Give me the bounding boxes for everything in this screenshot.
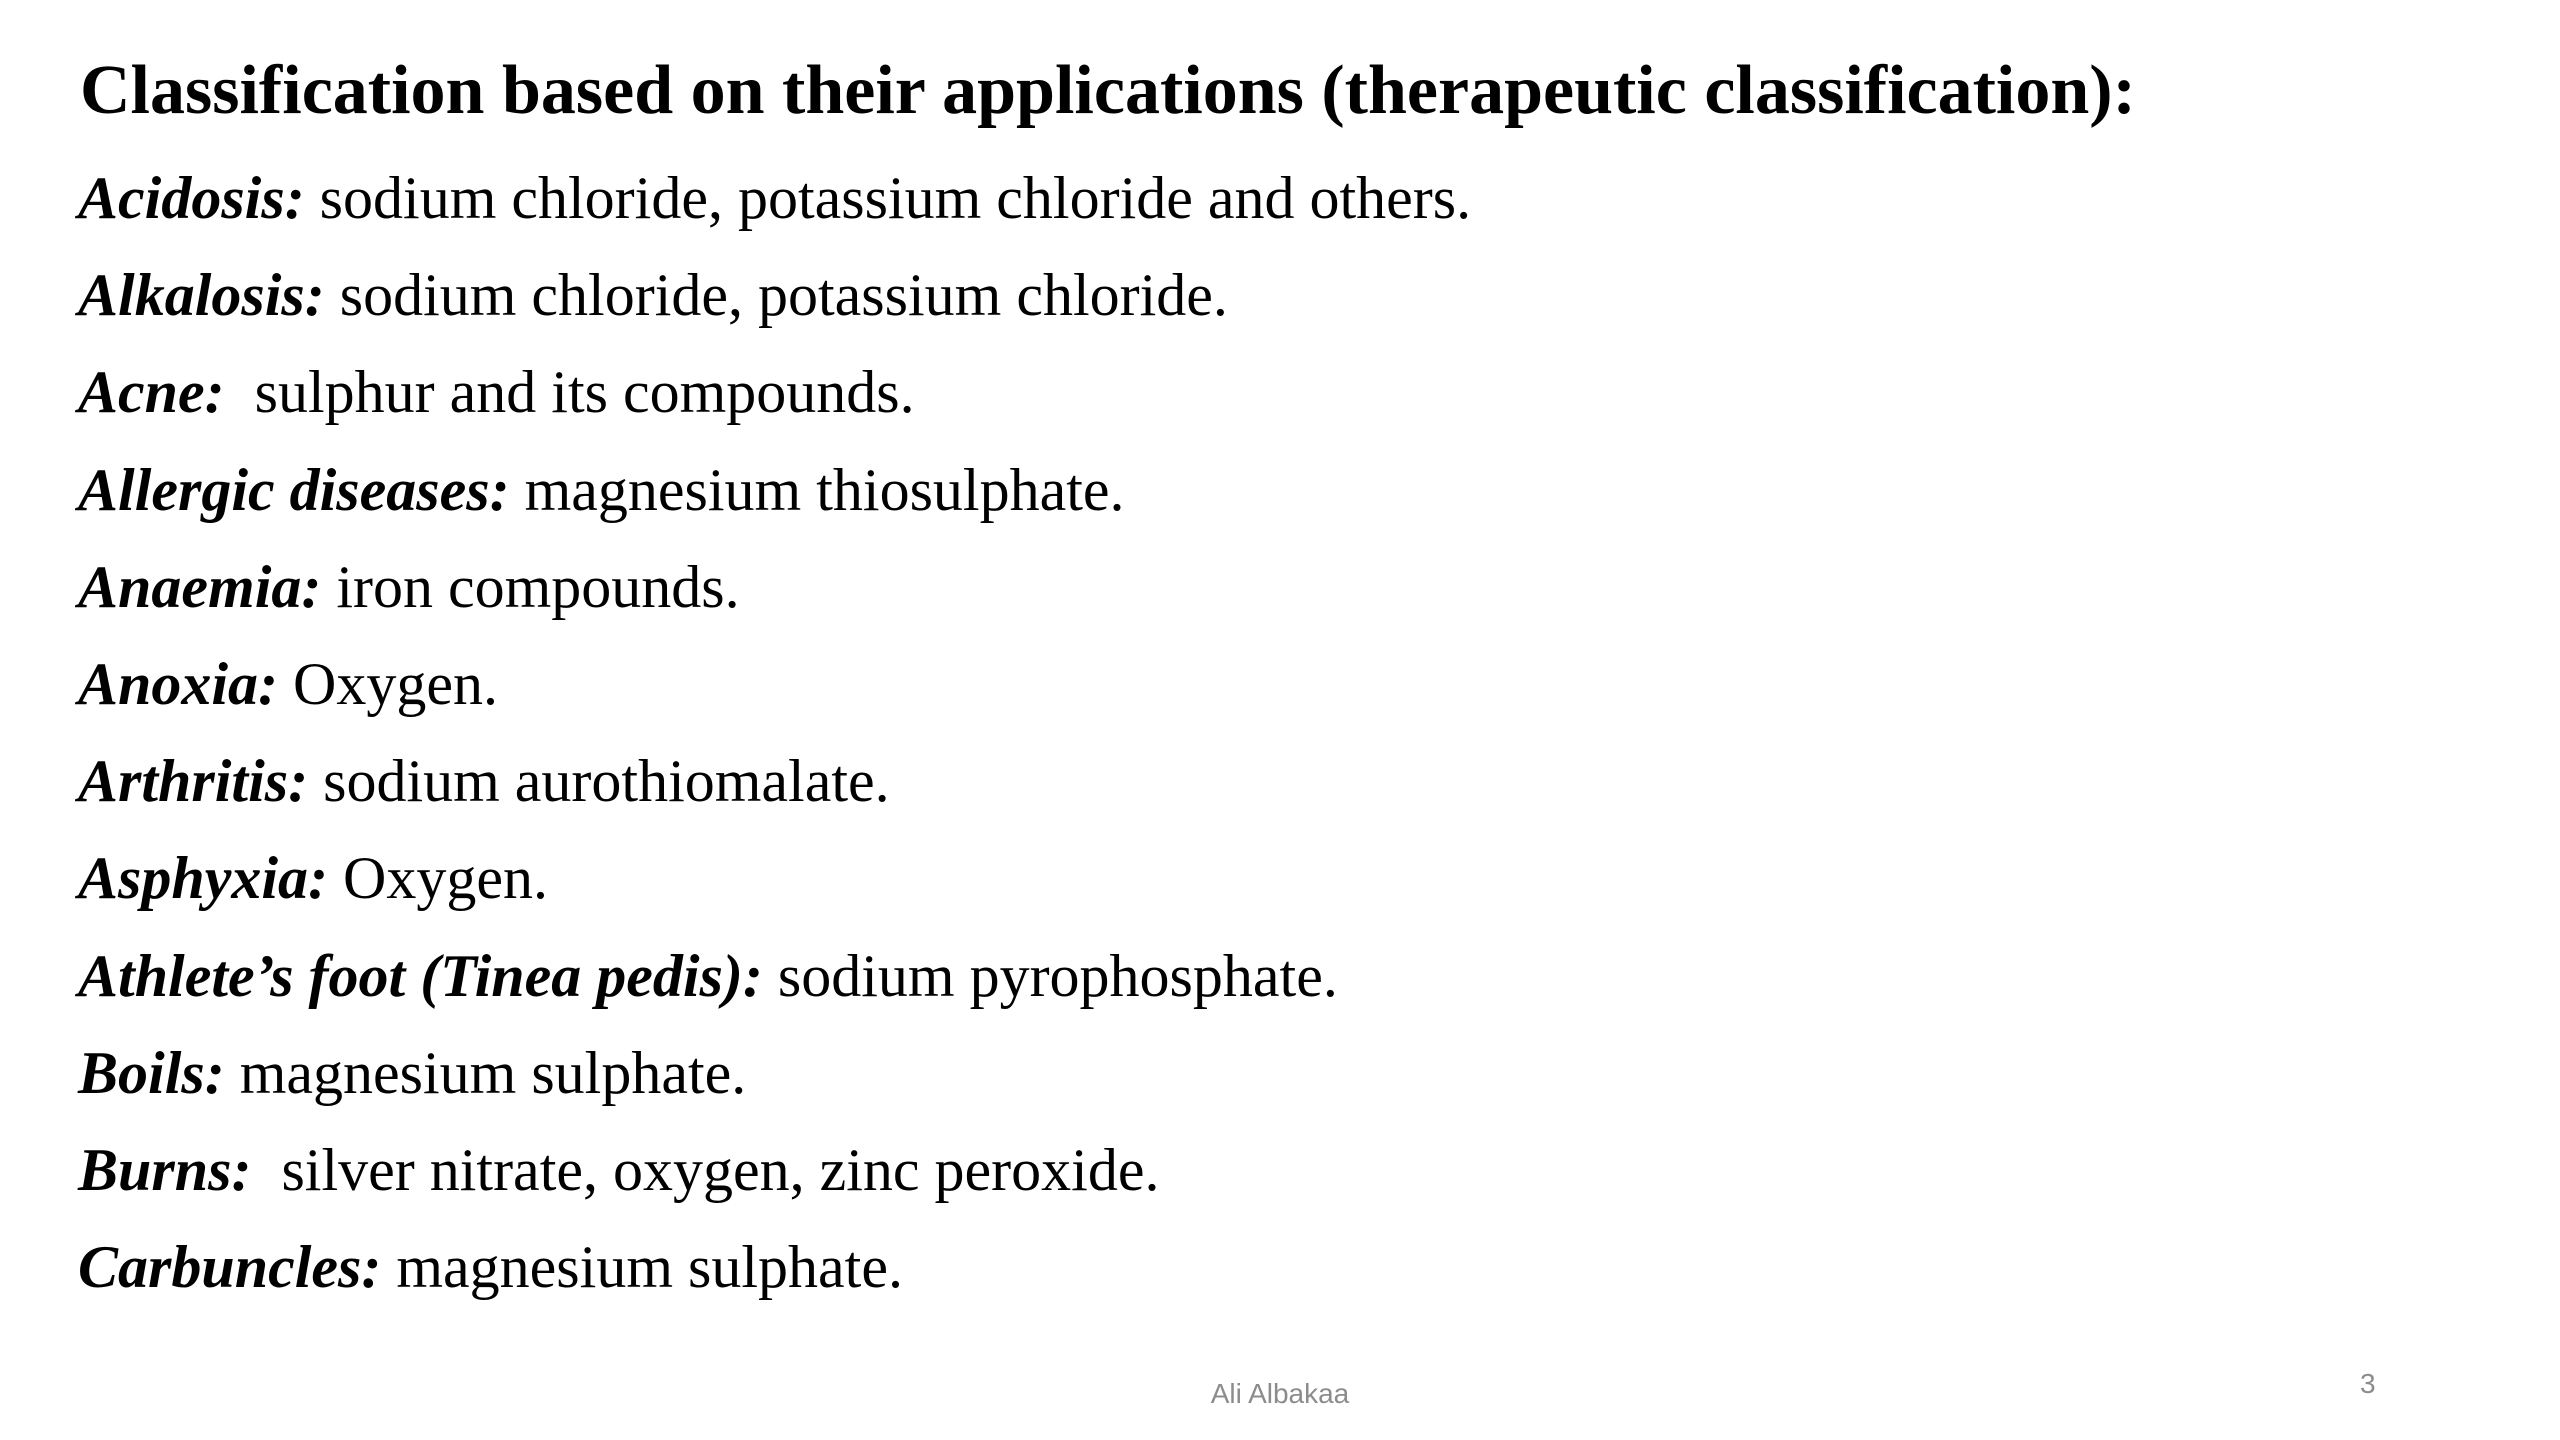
item-description: Oxygen. <box>278 650 499 717</box>
list-item <box>78 733 1471 830</box>
item-term: Athlete’s foot (Tinea pedis): <box>78 942 763 1009</box>
list-item <box>78 1025 1471 1122</box>
item-description: magnesium thiosulphate. <box>509 456 1125 523</box>
footer-author: Ali Albakaa <box>1210 1378 1350 1409</box>
item-term: Allergic diseases: <box>78 456 510 523</box>
item-term: Burns: <box>78 1136 252 1203</box>
item-description: sulphur and its compounds. <box>224 359 915 426</box>
item-term: Arthritis: <box>78 748 309 815</box>
item-term: Boils: <box>78 1039 225 1106</box>
item-description: magnesium sulphate. <box>224 1039 747 1106</box>
list-item <box>78 247 1471 344</box>
list-item <box>78 344 1471 441</box>
item-term: Asphyxia: <box>78 845 329 912</box>
item-description: sodium chloride, potassium chloride and others. <box>304 165 1472 231</box>
classification-list <box>78 150 1471 1316</box>
item-description: silver nitrate, oxygen, zinc peroxide. <box>251 1136 1160 1203</box>
list-item <box>78 1122 1471 1219</box>
list-item <box>78 442 1471 539</box>
item-description: sodium chloride, potassium chloride. <box>324 262 1228 329</box>
item-description: sodium aurothiomalate. <box>308 748 890 815</box>
list-item <box>78 830 1471 927</box>
list-item <box>78 636 1471 733</box>
page-number: 3 <box>2360 1368 2376 1399</box>
item-description: iron compounds. <box>321 553 740 620</box>
list-item <box>78 928 1471 1025</box>
item-description: sodium pyrophosphate. <box>762 942 1338 1009</box>
item-term: Carbuncles: <box>78 1234 382 1301</box>
item-term: Alkalosis: <box>78 262 325 329</box>
item-term: Anaemia: <box>78 553 322 620</box>
slide-title: Classification based on their applications (therapeutic classification): <box>80 52 2136 129</box>
item-description: magnesium sulphate. <box>381 1234 903 1301</box>
item-description: Oxygen. <box>328 845 548 912</box>
list-item <box>78 150 1471 247</box>
item-term: Anoxia: <box>78 650 279 717</box>
item-term: Acne: <box>78 359 225 426</box>
list-item <box>78 539 1471 636</box>
item-term: Acidosis: <box>78 165 305 231</box>
list-item <box>78 1219 1471 1316</box>
